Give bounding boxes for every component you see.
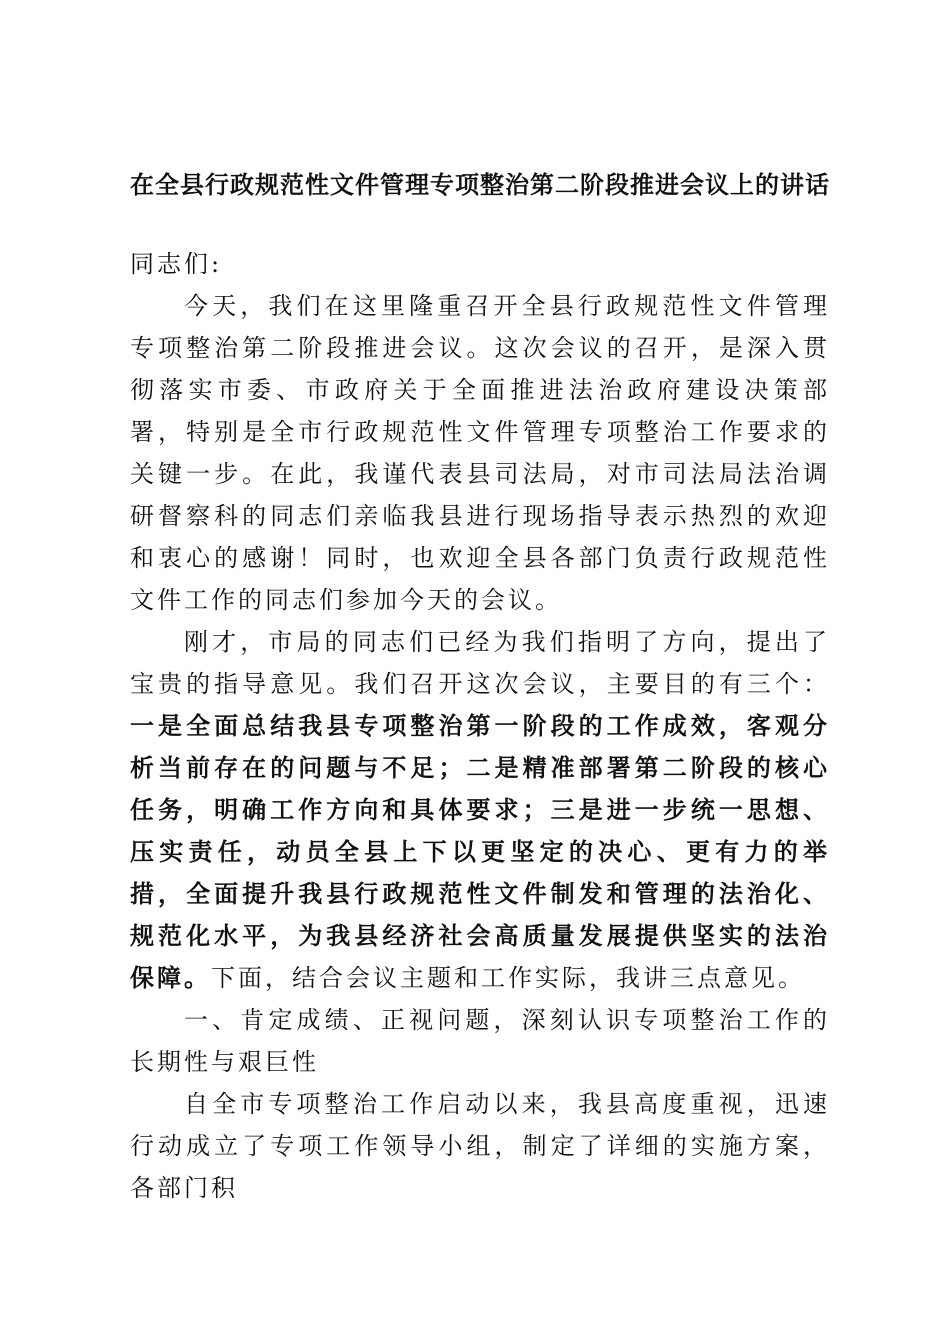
paragraph-opening: 今天，我们在这里隆重召开全县行政规范性文件管理专项整治第二阶段推进会议。这次会议的召开，是深入贯彻落实市委、市政府关于全面推进法治政府建设决策部署，特别是全市行政规范性文件管理专项整治工作要求的关键一步。在此，我谨代表县司法局，对市司法局法治调研督察科的同志们亲临我县进行现场指导表示热烈的欢迎和衷心的感谢！同时，也欢迎全县各部门负责行政规范性文件工作的同志们参加今天的会议。 [130, 292, 830, 614]
purpose-intro: 刚才，市局的同志们已经为我们指明了方向，提出了宝贵的指导意见。我们召开这次会议，主要目的有三个： [130, 628, 830, 698]
purpose-outro: 下面，结合会议主题和工作实际，我讲三点意见。 [211, 964, 805, 992]
section-heading-1: 一、肯定成绩、正视问题，深刻认识专项整治工作的长期性与艰巨性 [130, 1006, 830, 1076]
document-body [130, 243, 830, 1209]
document-title: 在全县行政规范性文件管理专项整治第二阶段推进会议上的讲话 [130, 171, 830, 199]
salutation: 同志们: [130, 250, 223, 278]
paragraph-purpose [130, 621, 830, 999]
purpose-emphasis: 一是全面总结我县专项整治第一阶段的工作成效，客观分析当前存在的问题与不足；二是精准部署第二阶段的核心任务，明确工作方向和具体要求；三是进一步统一思想、压实责任，动员全县上下以更坚定的决心、更有力的举措，全面提升我县行政规范性文件制发和管理的法治化、规范化水平，为我县经济社会高质量发展提供坚实的法治保障。 [130, 712, 830, 992]
paragraph-section-1: 自全市专项整治工作启动以来，我县高度重视，迅速行动成立了专项工作领导小组，制定了详细的实施方案，各部门积 [130, 1090, 830, 1202]
